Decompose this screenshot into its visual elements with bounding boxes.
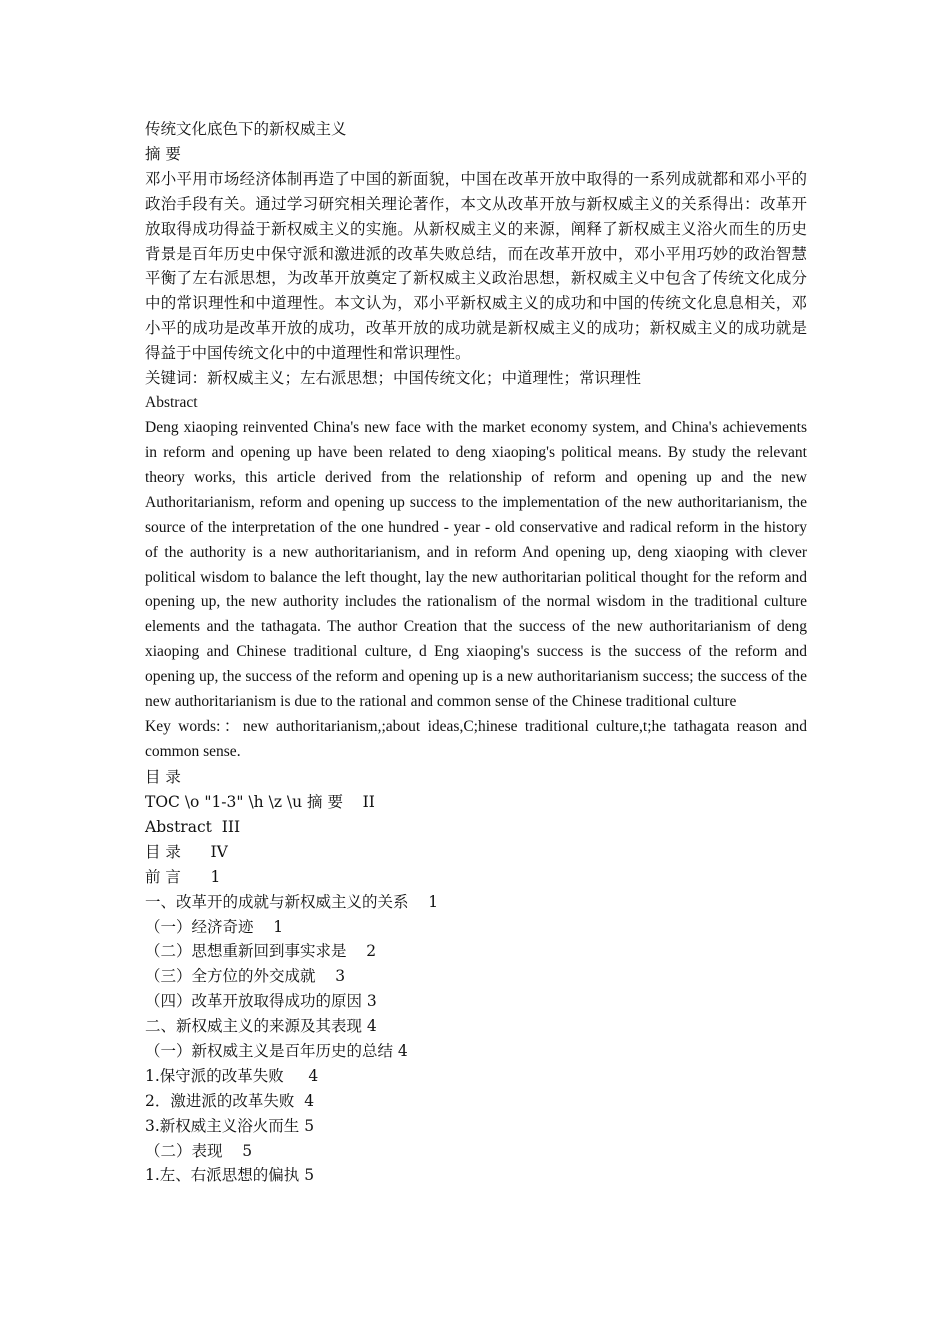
toc-entry[interactable]: 3.新权威主义浴火而生 5 bbox=[145, 1116, 315, 1135]
keywords-cn: 关键词：新权威主义；左右派思想；中国传统文化；中道理性；常识理性 bbox=[145, 369, 642, 388]
toc-entry[interactable]: 1.左、右派思想的偏执 5 bbox=[145, 1166, 315, 1185]
toc-entry[interactable]: Abstract III bbox=[145, 817, 241, 836]
table-of-contents bbox=[145, 790, 807, 1188]
keywords-en: Key words:：new authoritarianism,;about ideas,C;hinese traditional culture,t;he tathagata reason and common sense. bbox=[145, 718, 807, 761]
abstract-cn-text: 邓小平用市场经济体制再造了中国的新面貌，中国在改革开放中取得的一系列成就都和邓小平的政治手段有关。通过学习研究相关理论著作，本文从改革开放与新权威主义的关系得出：改革开放取得成功得益于新权威主义的实施。从新权威主义的来源，阐释了新权威主义浴火而生的历史背景是百年历史中保守派和激进派的改革失败总结，而在改革开放中，邓小平用巧妙的政治智慧平衡了左右派思想，为改革开放奠定了新权威主义政治思想，新权威主义中包含了传统文化成分中的常识理性和中道理性。本文认为，邓小平新权威主义的成功和中国的传统文化息息相关，邓小平的成功是改革开放的成功，改革开放的成功就是新权威主义的成功；新权威主义的成功就是得益于中国传统文化中的中道理性和常识理性。 bbox=[145, 169, 807, 363]
abstract-en-text: Deng xiaoping reinvented China's new face with the market economy system, and China's achievements in reform and opening up have been related to deng xiaoping's political means. By study the relevant theory works, this article derived from the relationship of reform and opening up and the new Authoritarianism, reform and opening up success to the implementation of the new authoritarianism, the source of the interpretation of the one hundred - year - old conservative and radical reform in the history of the authority is a new authoritarianism, and in reform And opening up, deng xiaoping with clever political wisdom to balance the left thought, lay the new authoritarian political thought for the reform and opening up, the new authority includes the rationalism of the normal wisdom in the traditional culture elements and the tathagata. The author Creation that the success of the new authoritarianism of deng xiaoping and Chinese traditional culture, d Eng xiaoping's success is the success of the reform and opening up, the success of the reform and opening up is a new authoritarianism success; the success of the new authoritarianism is due to the rational and common sense of the Chinese traditional culture bbox=[145, 418, 807, 711]
toc-entry[interactable]: （三）全方位的外交成就 3 bbox=[145, 967, 346, 986]
toc-entry[interactable]: 前 言 1 bbox=[145, 867, 221, 886]
toc-entry[interactable]: （二）表现 5 bbox=[145, 1141, 253, 1160]
document-title: 传统文化底色下的新权威主义 bbox=[145, 120, 347, 138]
toc-entry[interactable]: 2．激进派的改革失败 4 bbox=[145, 1091, 315, 1110]
abstract-en-heading: Abstract bbox=[145, 393, 198, 411]
toc-entry[interactable]: （四）改革开放取得成功的原因 3 bbox=[145, 992, 377, 1011]
toc-heading: 目 录 bbox=[145, 768, 181, 787]
toc-entry[interactable]: 1.保守派的改革失败 4 bbox=[145, 1066, 319, 1085]
toc-entry[interactable]: 一、改革开的成就与新权威主义的关系 1 bbox=[145, 892, 439, 911]
abstract-cn-heading: 摘 要 bbox=[145, 144, 181, 163]
toc-entry[interactable]: TOC \o "1-3" \h \z \u 摘 要 II bbox=[145, 793, 375, 812]
toc-entry[interactable]: （二）思想重新回到事实求是 2 bbox=[145, 942, 377, 961]
toc-entry[interactable]: （一）经济奇迹 1 bbox=[145, 917, 284, 936]
document-page bbox=[145, 117, 807, 1188]
toc-entry[interactable]: （一）新权威主义是百年历史的总结 4 bbox=[145, 1041, 408, 1060]
toc-entry[interactable]: 目 录 IV bbox=[145, 842, 228, 861]
toc-entry[interactable]: 二、新权威主义的来源及其表现 4 bbox=[145, 1017, 377, 1036]
